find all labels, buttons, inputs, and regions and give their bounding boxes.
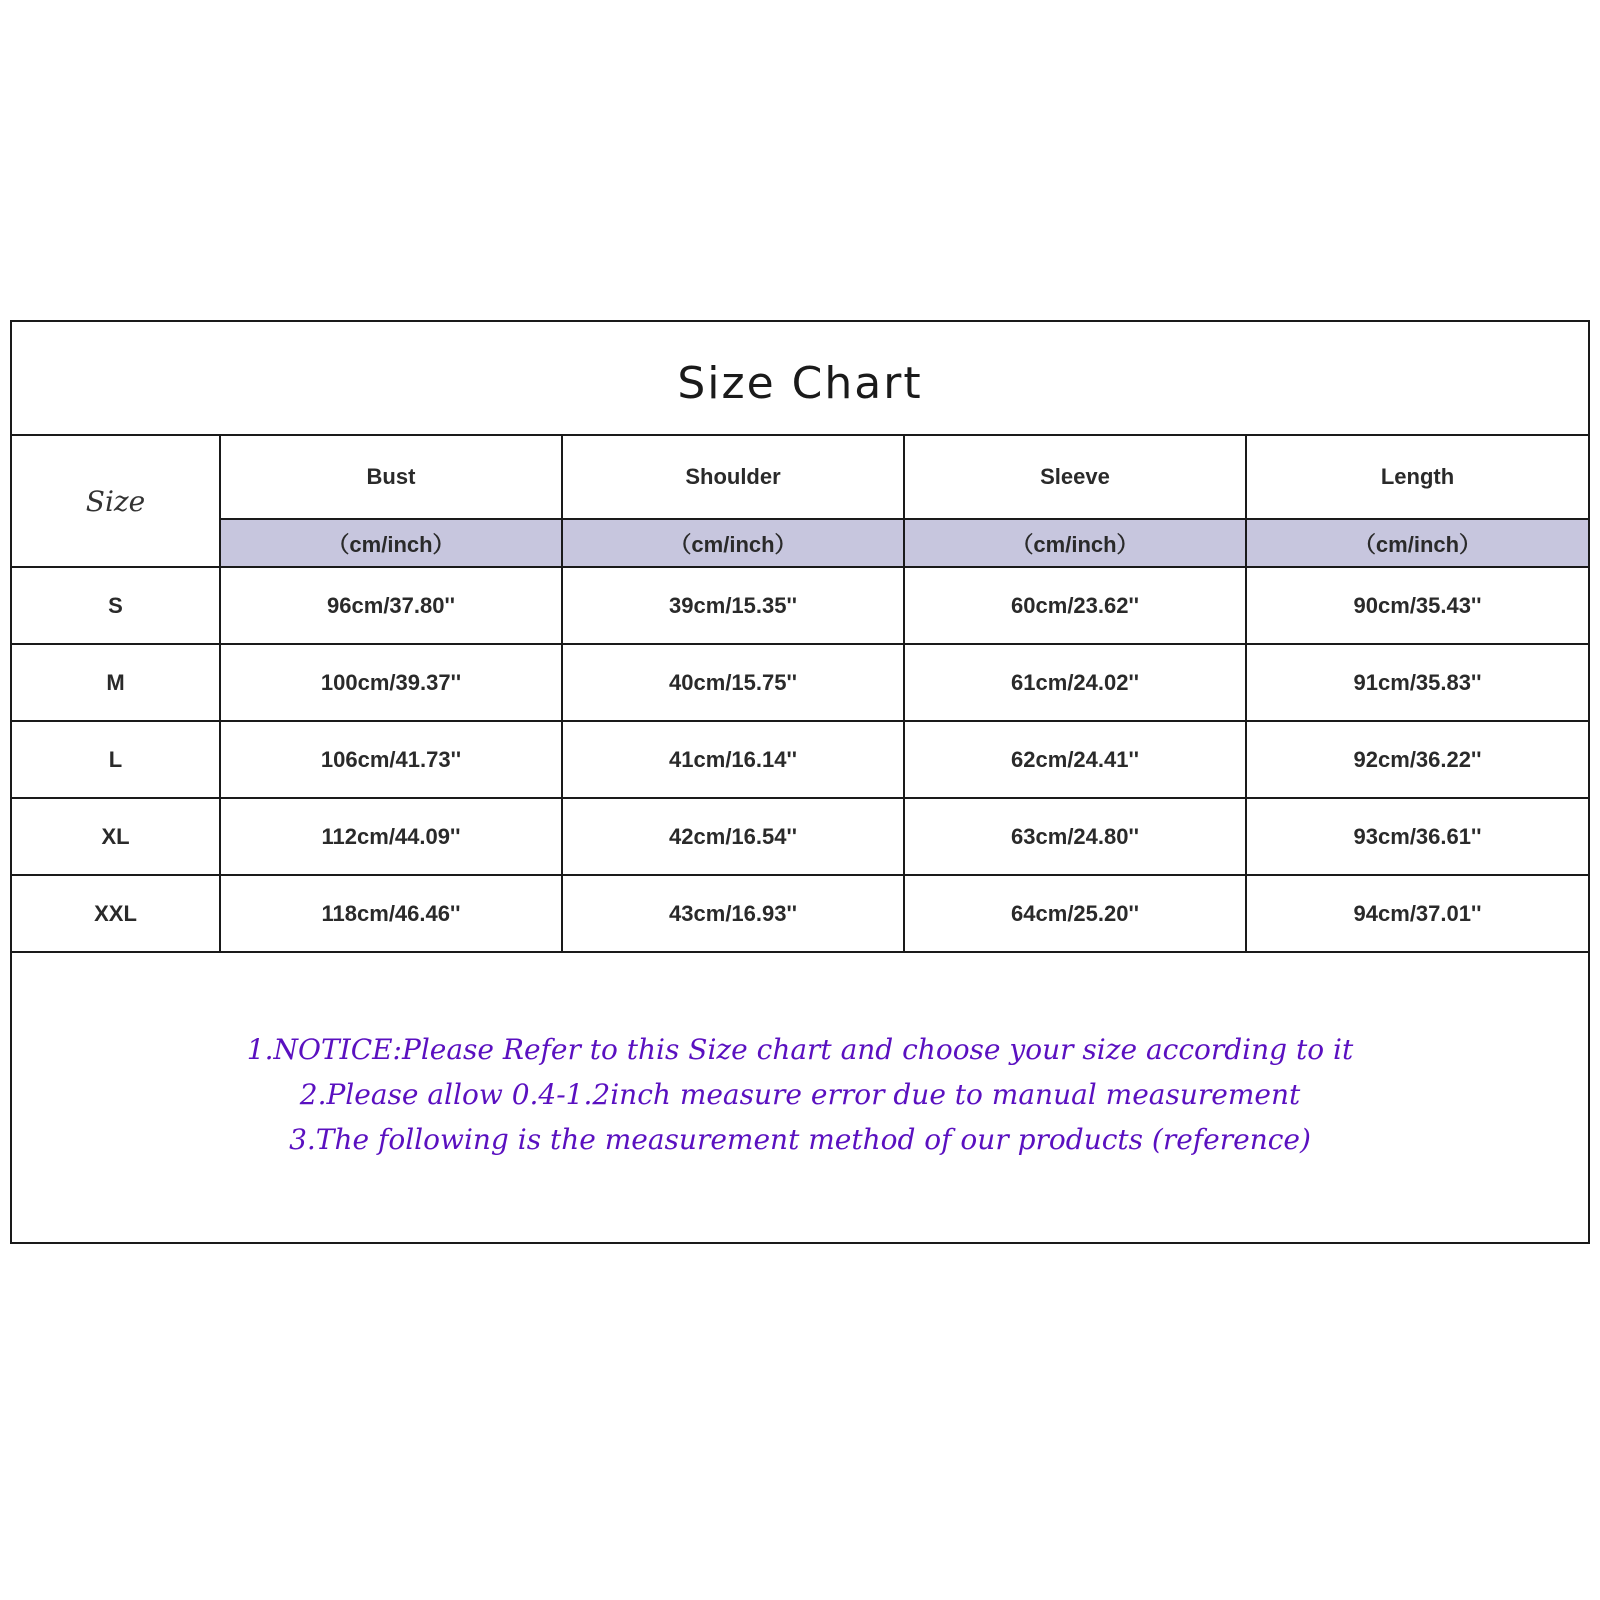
notice-line: 2.Please allow 0.4-1.2inch measure error due to manual measurement <box>299 1077 1301 1111</box>
size-cell: L <box>12 721 220 798</box>
column-header-sleeve: Sleeve <box>904 436 1246 519</box>
unit-label: （cm/inch） <box>1246 519 1588 567</box>
notice-line: 1.NOTICE:Please Refer to this Size chart and choose your size according to it <box>246 1032 1354 1066</box>
column-header-bust: Bust <box>220 436 562 519</box>
table-cell: 90cm/35.43'' <box>1246 567 1588 644</box>
unit-label: （cm/inch） <box>220 519 562 567</box>
size-column-header: Size <box>12 436 220 567</box>
table-cell: 100cm/39.37'' <box>220 644 562 721</box>
table-row <box>12 798 1588 875</box>
size-cell: XXL <box>12 875 220 952</box>
table-cell: 43cm/16.93'' <box>562 875 904 952</box>
table-cell: 118cm/46.46'' <box>220 875 562 952</box>
title-row <box>12 322 1588 436</box>
table-cell: 62cm/24.41'' <box>904 721 1246 798</box>
unit-label: （cm/inch） <box>562 519 904 567</box>
size-cell: S <box>12 567 220 644</box>
table-cell: 112cm/44.09'' <box>220 798 562 875</box>
table-cell: 96cm/37.80'' <box>220 567 562 644</box>
table-cell: 61cm/24.02'' <box>904 644 1246 721</box>
column-header-shoulder: Shoulder <box>562 436 904 519</box>
table-cell: 93cm/36.61'' <box>1246 798 1588 875</box>
size-cell: XL <box>12 798 220 875</box>
table-row <box>12 644 1588 721</box>
table-cell: 106cm/41.73'' <box>220 721 562 798</box>
size-table <box>12 436 1588 953</box>
table-cell: 42cm/16.54'' <box>562 798 904 875</box>
unit-row <box>12 519 1588 567</box>
table-cell: 60cm/23.62'' <box>904 567 1246 644</box>
notice-line: 3.The following is the measurement method of our products (reference) <box>289 1122 1311 1156</box>
column-header-length: Length <box>1246 436 1588 519</box>
table-cell: 63cm/24.80'' <box>904 798 1246 875</box>
table-row <box>12 721 1588 798</box>
table-cell: 40cm/15.75'' <box>562 644 904 721</box>
table-cell: 41cm/16.14'' <box>562 721 904 798</box>
header-row <box>12 436 1588 519</box>
table-row <box>12 875 1588 952</box>
size-cell: M <box>12 644 220 721</box>
table-cell: 92cm/36.22'' <box>1246 721 1588 798</box>
table-cell: 64cm/25.20'' <box>904 875 1246 952</box>
table-cell: 94cm/37.01'' <box>1246 875 1588 952</box>
notes-section <box>12 958 1588 1244</box>
size-chart-frame <box>10 320 1590 1244</box>
unit-label: （cm/inch） <box>904 519 1246 567</box>
chart-title: Size Chart <box>677 357 923 409</box>
table-cell: 39cm/15.35'' <box>562 567 904 644</box>
table-row <box>12 567 1588 644</box>
table-cell: 91cm/35.83'' <box>1246 644 1588 721</box>
